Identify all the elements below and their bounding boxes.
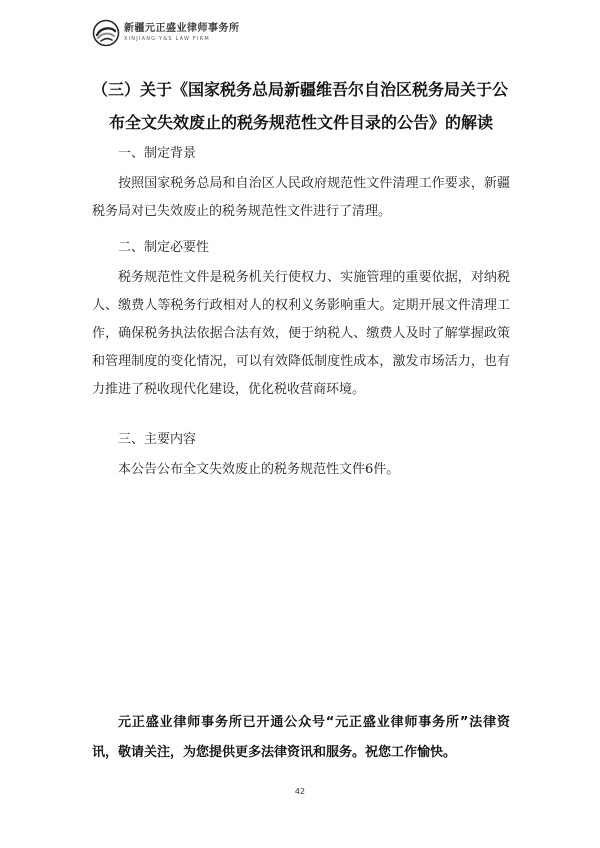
firm-name-cn: 新疆元正盛业律师事务所 (124, 23, 240, 34)
section-heading-necessity: 二、制定必要性 (118, 240, 210, 255)
firm-logo-icon (92, 19, 120, 47)
section-heading-background: 一、制定背景 (118, 146, 197, 161)
page-number: 42 (294, 787, 306, 796)
document-title-line-1: （三）关于《国家税务总局新疆维吾尔自治区税务局关于公 (92, 80, 509, 99)
document-title-line-2: 布全文失效废止的税务规范性文件目录的公告》的解读 (108, 113, 493, 132)
section-body-background: 按照国家税务总局和自治区人民政府规范性文件清理工作要求，新疆税务局对已失效废止的税务规范性文件进行了清理。 (92, 176, 510, 219)
firm-name-en: XINJIANG Y&S LAW FIRM (124, 36, 210, 42)
section-heading-content: 三、主要内容 (118, 432, 197, 447)
section-body-content: 本公告公布全文失效废止的税务规范性文件6件。 (118, 462, 400, 477)
subscription-notice: 元正盛业律师事务所已开通公众号“元正盛业律师事务所”法律资讯，敬请关注，为您提供更多法律资讯和服务。祝您工作愉快。 (92, 715, 510, 760)
section-body-necessity: 税务规范性文件是税务机关行使权力、实施管理的重要依据，对纳税人、缴费人等税务行政相对人的权利义务影响重大。定期开展文件清理工作，确保税务执法依据合法有效，便于纳税人、缴费人及时了解掌握政策和管理制度的变化情况，可以有效降低制度性成本，激发市场活力，也有力推进了税收现代化建设，优化税收营商环境。 (92, 270, 510, 397)
firm-logo-text (124, 23, 240, 43)
firm-logo (92, 18, 240, 48)
